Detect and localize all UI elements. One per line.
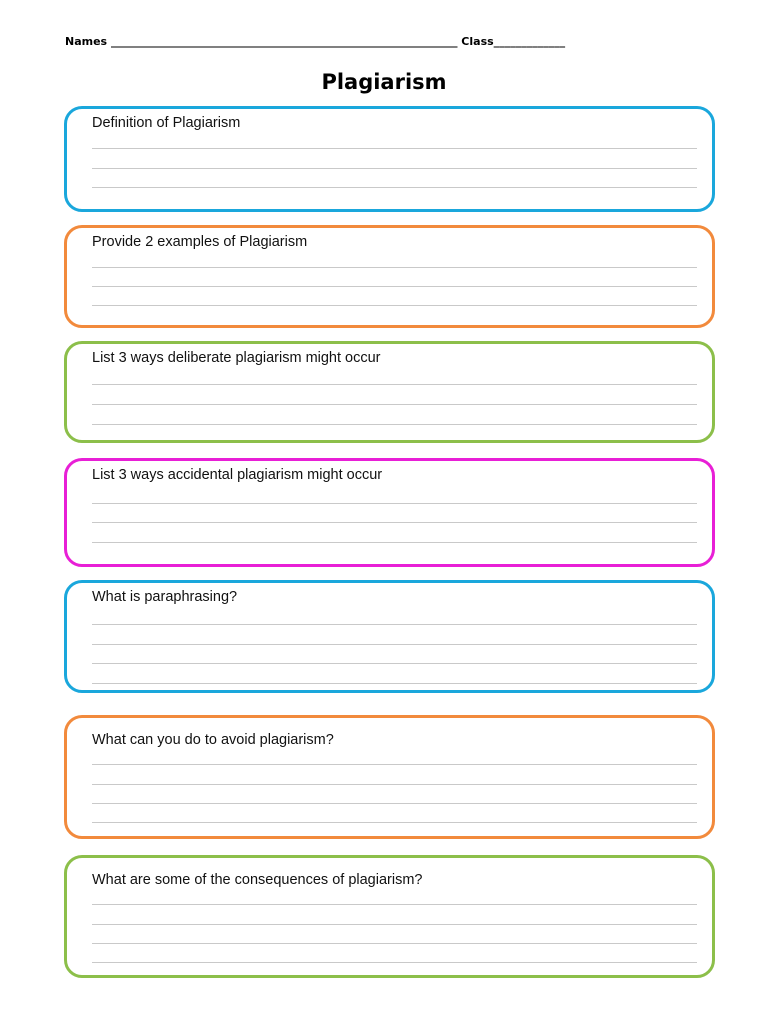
answer-line[interactable] — [92, 267, 697, 268]
answer-line[interactable] — [92, 924, 697, 925]
answer-line[interactable] — [92, 187, 697, 188]
answer-line[interactable] — [92, 943, 697, 944]
section-prompt: List 3 ways accidental plagiarism might occur — [92, 467, 383, 483]
answer-line[interactable] — [92, 542, 697, 543]
answer-line[interactable] — [92, 384, 697, 385]
section-box-avoid — [64, 715, 715, 839]
section-prompt: What are some of the consequences of plagiarism? — [92, 872, 423, 888]
answer-line[interactable] — [92, 803, 697, 804]
names-label: Names — [65, 35, 108, 48]
names-class-header — [65, 35, 565, 48]
section-box-definition — [64, 106, 715, 212]
answer-line[interactable] — [92, 305, 697, 306]
section-prompt: List 3 ways deliberate plagiarism might occur — [92, 350, 381, 366]
section-box-deliberate — [64, 341, 715, 443]
answer-line[interactable] — [92, 822, 697, 823]
page-title: Plagiarism — [321, 70, 447, 94]
answer-line[interactable] — [92, 904, 697, 905]
section-prompt: What is paraphrasing? — [92, 589, 238, 605]
answer-line[interactable] — [92, 522, 697, 523]
answer-line[interactable] — [92, 764, 697, 765]
section-box-paraphrasing — [64, 580, 715, 693]
names-field[interactable]: _______________________________________________________________ — [110, 35, 458, 48]
answer-line[interactable] — [92, 424, 697, 425]
section-box-accidental — [64, 458, 715, 567]
answer-line[interactable] — [92, 404, 697, 405]
answer-line[interactable] — [92, 683, 697, 684]
answer-line[interactable] — [92, 663, 697, 664]
answer-line[interactable] — [92, 148, 697, 149]
class-label: Class — [461, 35, 494, 48]
answer-line[interactable] — [92, 503, 697, 504]
answer-line[interactable] — [92, 168, 697, 169]
section-box-examples — [64, 225, 715, 328]
answer-line[interactable] — [92, 644, 697, 645]
answer-line[interactable] — [92, 286, 697, 287]
section-prompt: Definition of Plagiarism — [92, 115, 241, 131]
section-prompt: What can you do to avoid plagiarism? — [92, 732, 334, 748]
section-box-consequences — [64, 855, 715, 978]
class-field[interactable]: _____________ — [493, 35, 566, 48]
answer-line[interactable] — [92, 784, 697, 785]
section-prompt: Provide 2 examples of Plagiarism — [92, 234, 308, 250]
answer-line[interactable] — [92, 962, 697, 963]
answer-line[interactable] — [92, 624, 697, 625]
